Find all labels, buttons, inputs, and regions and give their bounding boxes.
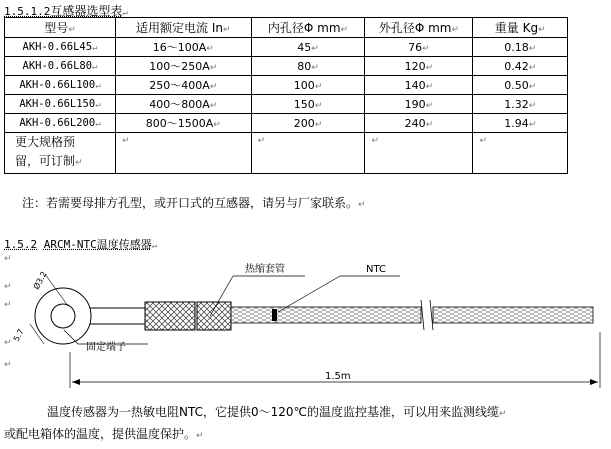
cell-current: 16～100A↵ — [115, 38, 251, 57]
table-row — [5, 76, 568, 95]
cell-model: AKH-0.66L200↵ — [5, 114, 116, 133]
label-heat-shrink-sleeve: 热缩套管 — [245, 264, 285, 275]
cell-inner: 45↵ — [251, 38, 365, 57]
cell-weight: 0.50↵ — [473, 76, 568, 95]
table-row — [5, 114, 568, 133]
table-row — [5, 57, 568, 76]
header-inner-diameter: 内孔径Φ mm↵ — [251, 18, 365, 38]
cell-weight: 1.94↵ — [473, 114, 568, 133]
braided-cable — [231, 300, 593, 330]
ring-terminal — [35, 288, 145, 344]
cell-weight: 0.42↵ — [473, 57, 568, 76]
cell-outer: 190↵ — [365, 95, 473, 114]
cell-custom-size: 更大规格预 留，可订制↵ — [5, 133, 116, 174]
cell-weight: 0.18↵ — [473, 38, 568, 57]
paragraph-mark: ↵ — [4, 338, 12, 348]
cell-model: AKH-0.66L80↵ — [5, 57, 116, 76]
cell-inner: 80↵ — [251, 57, 365, 76]
cell-current: 100～250A↵ — [115, 57, 251, 76]
transformer-selection-table — [4, 17, 568, 174]
label-length: 1.5m — [325, 371, 351, 382]
cell-inner: 150↵ — [251, 95, 365, 114]
table-header-row — [5, 18, 568, 38]
cell-outer: 76↵ — [365, 38, 473, 57]
label-ring-dim: 5.7 — [11, 327, 26, 343]
ntc-sensor-diagram — [0, 252, 611, 400]
header-weight: 重量 Kg↵ — [473, 18, 568, 38]
table-note: 注：若需要母排方孔型，或开口式的互感器，请另与厂家联系。↵ — [22, 196, 366, 210]
table-row-custom — [5, 133, 568, 174]
sensor-description: 温度传感器为一热敏电阻NTC，它提供0～120℃的温度监控基准，可以用来监测线缆↵ 或配电箱体的温度，提供温度保护。↵ — [4, 405, 507, 441]
cell-empty: ↵ — [251, 133, 365, 174]
section-title-2: ARCM-NTC温度传感器 — [43, 238, 152, 251]
cell-model: AKH-0.66L100↵ — [5, 76, 116, 95]
heat-shrink-sleeve — [145, 302, 231, 330]
header-rated-current: 适用额定电流 In↵ — [115, 18, 251, 38]
section-number-2: 1.5.2 — [4, 238, 38, 251]
cell-outer: 120↵ — [365, 57, 473, 76]
cell-empty: ↵ — [473, 133, 568, 174]
cell-model: AKH-0.66L150↵ — [5, 95, 116, 114]
label-fixed-terminal: 固定端子 — [86, 342, 126, 353]
paragraph-mark: ↵ — [4, 254, 12, 264]
cell-weight: 1.32↵ — [473, 95, 568, 114]
cell-current: 250～400A↵ — [115, 76, 251, 95]
header-model: 型号↵ — [5, 18, 116, 38]
table-row — [5, 95, 568, 114]
paragraph-mark: ↵ — [4, 282, 12, 292]
cell-empty: ↵ — [365, 133, 473, 174]
paragraph-mark: ↵ — [122, 8, 128, 18]
paragraph-mark: ↵ — [4, 360, 12, 370]
cell-outer: 140↵ — [365, 76, 473, 95]
cell-empty: ↵ — [115, 133, 251, 174]
label-ntc: NTC — [366, 264, 386, 275]
cell-model: AKH-0.66L45↵ — [5, 38, 116, 57]
label-hole-dim: Ø3.2 — [31, 269, 49, 291]
cell-current: 400～800A↵ — [115, 95, 251, 114]
table-row — [5, 38, 568, 57]
section-number-1: 1.5.1.2 — [4, 5, 51, 18]
cell-current: 800～1500A↵ — [115, 114, 251, 133]
cell-inner: 200↵ — [251, 114, 365, 133]
section-title-1: 互感器选型表 — [50, 4, 123, 18]
cell-outer: 240↵ — [365, 114, 473, 133]
paragraph-mark: ↵ — [4, 300, 12, 310]
header-outer-diameter: 外孔径Φ mm↵ — [365, 18, 473, 38]
cell-inner: 100↵ — [251, 76, 365, 95]
section-heading-2: 1.5.2 ARCM-NTC温度传感器↵ — [4, 238, 158, 251]
